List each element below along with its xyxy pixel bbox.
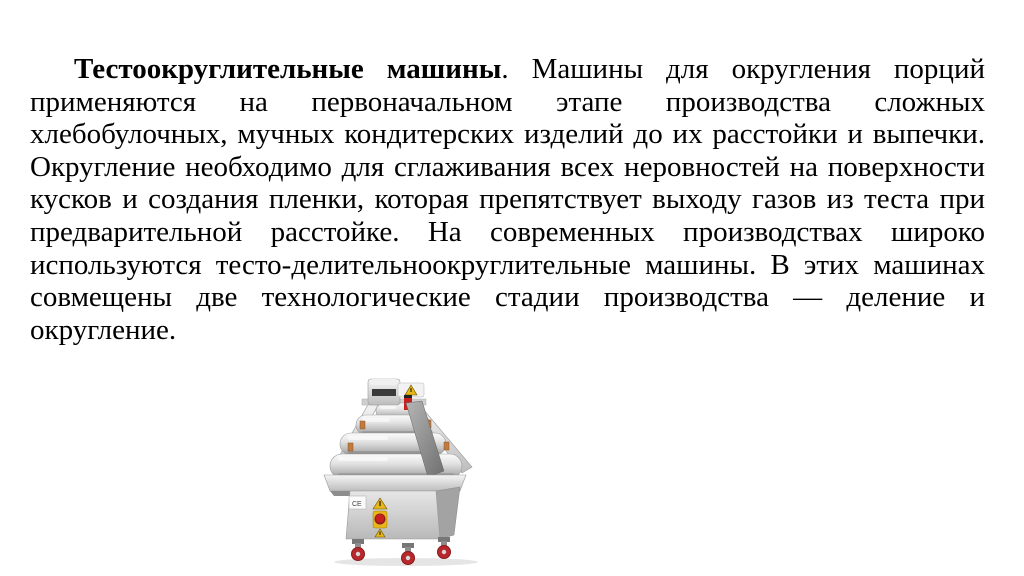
brand-label xyxy=(372,389,396,396)
dough-rounder-illustration xyxy=(322,377,494,567)
base-cabinet xyxy=(346,487,460,539)
ce-mark-label: CE xyxy=(352,501,362,508)
caster xyxy=(402,543,415,565)
paragraph-body: . Машины для округления порций применяются на первоначальном этапе производства сложных хлебобулочных, мучных кондитерских изделий до их расстойки и выпечки. Округление необходимо для сглаживания всех неровностей на поверхности кусков и создания пленки, которая препятствует выходу газов из теста при предварительной расстойке. На современных производствах широко используются тесто-делительноокруглительные машины. В этих машинах совмещены две технологические стадии производства — деление и округление. xyxy=(30,53,985,346)
dough-rounder-image xyxy=(322,377,494,567)
caster xyxy=(438,537,451,559)
paragraph xyxy=(30,53,985,346)
emergency-stop-button xyxy=(375,514,386,525)
ce-mark xyxy=(349,496,366,509)
caster xyxy=(352,539,365,561)
paragraph-lead: Тестоокруглительные машины xyxy=(74,53,502,85)
